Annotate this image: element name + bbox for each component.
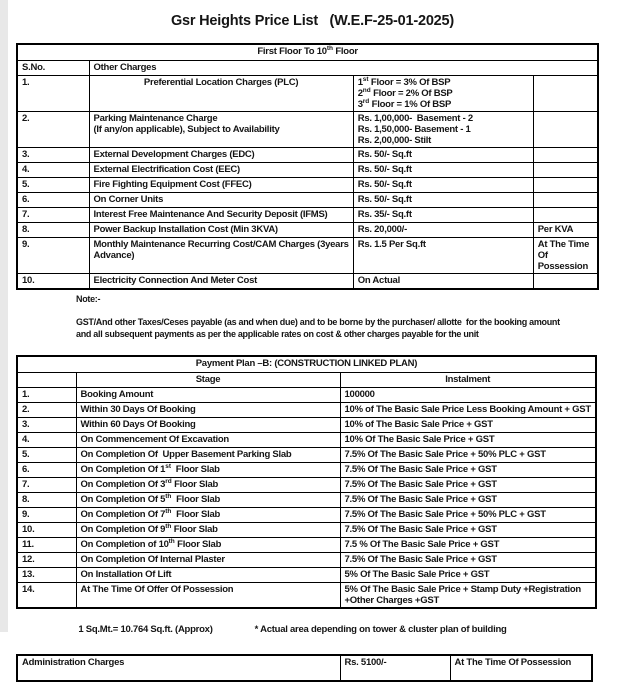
table-row <box>17 493 596 508</box>
instalment-cell: 7.5% Of The Basic Sale Price + GST <box>340 478 596 493</box>
sno-cell: 5. <box>17 448 76 463</box>
sno-cell: 1. <box>17 76 89 112</box>
instalment-cell: 5% Of The Basic Sale Price + GST <box>340 568 596 583</box>
charge-desc-cell: Monthly Maintenance Recurring Cost/CAM Charges (3years Advance) <box>89 238 353 274</box>
table-row <box>17 568 596 583</box>
superscript: th <box>165 507 172 515</box>
stage-cell: On Completion Of 9th Floor Slab <box>76 523 340 538</box>
stage-cell: On Completion of 10th Floor Slab <box>76 538 340 553</box>
charge-note-cell <box>533 274 598 290</box>
superscript: st <box>362 75 369 83</box>
charge-note-cell <box>533 148 598 163</box>
table-row <box>17 223 598 238</box>
column-header-row <box>17 61 598 76</box>
note-line: GST/And other Taxes/Ceses payable (as and when due) and to be borne by the purchaser/ allotte for the booking amount <box>76 317 560 327</box>
sno-cell: 10. <box>17 523 76 538</box>
instalment-cell: 7.5% Of The Basic Sale Price + GST <box>340 493 596 508</box>
superscript: rd <box>165 477 172 485</box>
charge-desc-cell: Preferential Location Charges (PLC) <box>89 76 353 112</box>
stage-cell: On Completion Of 3rd Floor Slab <box>76 478 340 493</box>
instalment-cell: 7.5% Of The Basic Sale Price + 50% PLC + GST <box>340 508 596 523</box>
payment-plan-table <box>16 355 597 609</box>
instalment-cell: 7.5% Of The Basic Sale Price + GST <box>340 463 596 478</box>
sno-cell: 2. <box>17 112 89 148</box>
table-row <box>17 178 598 193</box>
table-row <box>17 478 596 493</box>
sno-cell: 6. <box>17 193 89 208</box>
table-row <box>17 448 596 463</box>
instalment-cell: 7.5% Of The Basic Sale Price + 50% PLC + GST <box>340 448 596 463</box>
stage-cell: On Completion Of 7th Floor Slab <box>76 508 340 523</box>
instalment-cell: 7.5% Of The Basic Sale Price + GST <box>340 553 596 568</box>
instalment-cell: 7.5 % Of The Basic Sale Price + GST <box>340 538 596 553</box>
document-title: Gsr Heights Price List (W.E.F-25-01-2025) <box>170 13 455 29</box>
other-charges-table <box>16 43 599 290</box>
instalment-cell: 10% of The Basic Sale Price + GST <box>340 418 596 433</box>
table-row <box>17 538 596 553</box>
charge-value-cell: Rs. 20,000/- <box>353 223 533 238</box>
table-row <box>17 655 592 681</box>
administration-charges-table <box>16 654 593 682</box>
sno-cell: 3. <box>17 418 76 433</box>
table-row <box>17 523 596 538</box>
sno-cell: 5. <box>17 178 89 193</box>
charge-value-cell: 1st Floor = 3% Of BSP 2nd Floor = 2% Of BSP 3rd Floor = 1% Of BSP <box>353 76 533 112</box>
sno-cell: 8. <box>17 493 76 508</box>
charge-note-cell <box>533 163 598 178</box>
charge-value-cell: Rs. 35/- Sq.ft <box>353 208 533 223</box>
document-content <box>8 0 617 682</box>
table-row <box>17 163 598 178</box>
sno-cell: 3. <box>17 148 89 163</box>
sno-cell: 13. <box>17 568 76 583</box>
stage-cell: On Completion Of Upper Basement Parking Slab <box>76 448 340 463</box>
note-line: and all subsequent payments as per the applicable rates on cost & other charges payable for the unit <box>76 329 479 339</box>
charge-value-cell: Rs. 50/- Sq.ft <box>353 193 533 208</box>
charge-desc-cell: On Corner Units <box>89 193 353 208</box>
table-row <box>17 463 596 478</box>
sno-cell: 9. <box>17 238 89 274</box>
charge-note-cell <box>533 178 598 193</box>
charge-note-cell: At The Time Of Possession <box>533 238 598 274</box>
table-row <box>17 418 596 433</box>
table-row <box>17 403 596 418</box>
table-row <box>17 148 598 163</box>
stage-cell: On Completion Of 1st Floor Slab <box>76 463 340 478</box>
table-row <box>17 208 598 223</box>
sno-cell: 8. <box>17 223 89 238</box>
charge-value-cell: Rs. 50/- Sq.ft <box>353 148 533 163</box>
stage-column-header: Stage <box>76 373 340 388</box>
sno-cell: 7. <box>17 208 89 223</box>
floor-range-title: First Floor To 10th Floor <box>17 44 598 61</box>
superscript: st <box>165 462 171 470</box>
stage-cell: On Installation Of Lift <box>76 568 340 583</box>
charge-note-cell <box>533 112 598 148</box>
table-title-row <box>17 356 596 373</box>
table-row <box>17 553 596 568</box>
table-row <box>17 274 598 290</box>
charge-note-cell: Per KVA <box>533 223 598 238</box>
superscript: rd <box>362 97 370 105</box>
charge-desc-cell: External Electrification Cost (EEC) <box>89 163 353 178</box>
superscript: nd <box>362 86 371 94</box>
stage-cell: On Completion Of 5th Floor Slab <box>76 493 340 508</box>
sno-cell: 7. <box>17 478 76 493</box>
admin-charges-amount: Rs. 5100/- <box>340 655 450 681</box>
sno-cell: 11. <box>17 538 76 553</box>
charge-value-cell: On Actual <box>353 274 533 290</box>
other-charges-column-header: Other Charges <box>89 61 598 76</box>
stage-cell: Within 60 Days Of Booking <box>76 418 340 433</box>
charge-note-cell <box>533 193 598 208</box>
actual-area-text: * Actual area depending on tower & cluster plan of building <box>254 624 507 635</box>
superscript: th <box>165 492 172 500</box>
sno-cell: 6. <box>17 463 76 478</box>
area-conversion-note <box>64 613 617 646</box>
sno-cell: 12. <box>17 553 76 568</box>
instalment-cell: 10% of The Basic Sale Price Less Booking Amount + GST <box>340 403 596 418</box>
charge-desc-cell: Electricity Connection And Meter Cost <box>89 274 353 290</box>
sno-cell: 9. <box>17 508 76 523</box>
charge-value-cell: Rs. 50/- Sq.ft <box>353 163 533 178</box>
sno-cell: 4. <box>17 163 89 178</box>
superscript: th <box>165 522 172 530</box>
table-row <box>17 583 596 609</box>
instalment-column-header: Instalment <box>340 373 596 388</box>
charge-value-cell: Rs. 50/- Sq.ft <box>353 178 533 193</box>
sno-cell: 2. <box>17 403 76 418</box>
charge-value-cell: Rs. 1.5 Per Sq.ft <box>353 238 533 274</box>
table-row <box>17 76 598 112</box>
sno-cell: 1. <box>17 388 76 403</box>
admin-charges-when: At The Time Of Possession <box>450 655 592 681</box>
page-margin-strip <box>0 0 8 632</box>
table-row <box>17 433 596 448</box>
instalment-cell: 100000 <box>340 388 596 403</box>
column-header-row <box>17 373 596 388</box>
table-row <box>17 508 596 523</box>
superscript: th <box>326 44 333 52</box>
charge-value-cell: Rs. 1,00,000- Basement - 2 Rs. 1,50,000- Basement - 1 Rs. 2,00,000- Stilt <box>353 112 533 148</box>
instalment-cell: 5% Of The Basic Sale Price + Stamp Duty +Registration +Other Charges +GST <box>340 583 596 609</box>
instalment-cell: 7.5% Of The Basic Sale Price + GST <box>340 523 596 538</box>
instalment-cell: 10% Of The Basic Sale Price + GST <box>340 433 596 448</box>
sno-cell: 4. <box>17 433 76 448</box>
charge-desc-cell: External Development Charges (EDC) <box>89 148 353 163</box>
table-row <box>17 388 596 403</box>
charge-desc-cell: Parking Maintenance Charge (If any/on applicable), Subject to Availability <box>89 112 353 148</box>
admin-charges-label: Administration Charges <box>17 655 340 681</box>
note-label: Note:- <box>76 294 101 304</box>
sno-cell: 14. <box>17 583 76 609</box>
table-row <box>17 112 598 148</box>
stage-cell: On Completion Of Internal Plaster <box>76 553 340 568</box>
payment-plan-title: Payment Plan –B: (CONSTRUCTION LINKED PLAN) <box>17 356 596 373</box>
stage-cell: Booking Amount <box>76 388 340 403</box>
sno-cell: 10. <box>17 274 89 290</box>
table-row <box>17 238 598 274</box>
sno-column-header: S.No. <box>17 61 89 76</box>
charge-note-cell <box>533 208 598 223</box>
conversion-text: 1 Sq.Mt.= 10.764 Sq.ft. (Approx) <box>78 624 213 635</box>
stage-cell: At The Time Of Offer Of Possession <box>76 583 340 609</box>
superscript: th <box>168 537 175 545</box>
table-row <box>17 193 598 208</box>
empty-header-cell <box>17 373 76 388</box>
table-title-row <box>17 44 598 61</box>
charge-note-cell <box>533 76 598 112</box>
charge-desc-cell: Interest Free Maintenance And Security Deposit (IFMS) <box>89 208 353 223</box>
charge-desc-cell: Fire Fighting Equipment Cost (FFEC) <box>89 178 353 193</box>
charge-desc-cell: Power Backup Installation Cost (Min 3KVA) <box>89 223 353 238</box>
stage-cell: On Commencement Of Excavation <box>76 433 340 448</box>
stage-cell: Within 30 Days Of Booking <box>76 403 340 418</box>
note-block <box>76 294 617 339</box>
